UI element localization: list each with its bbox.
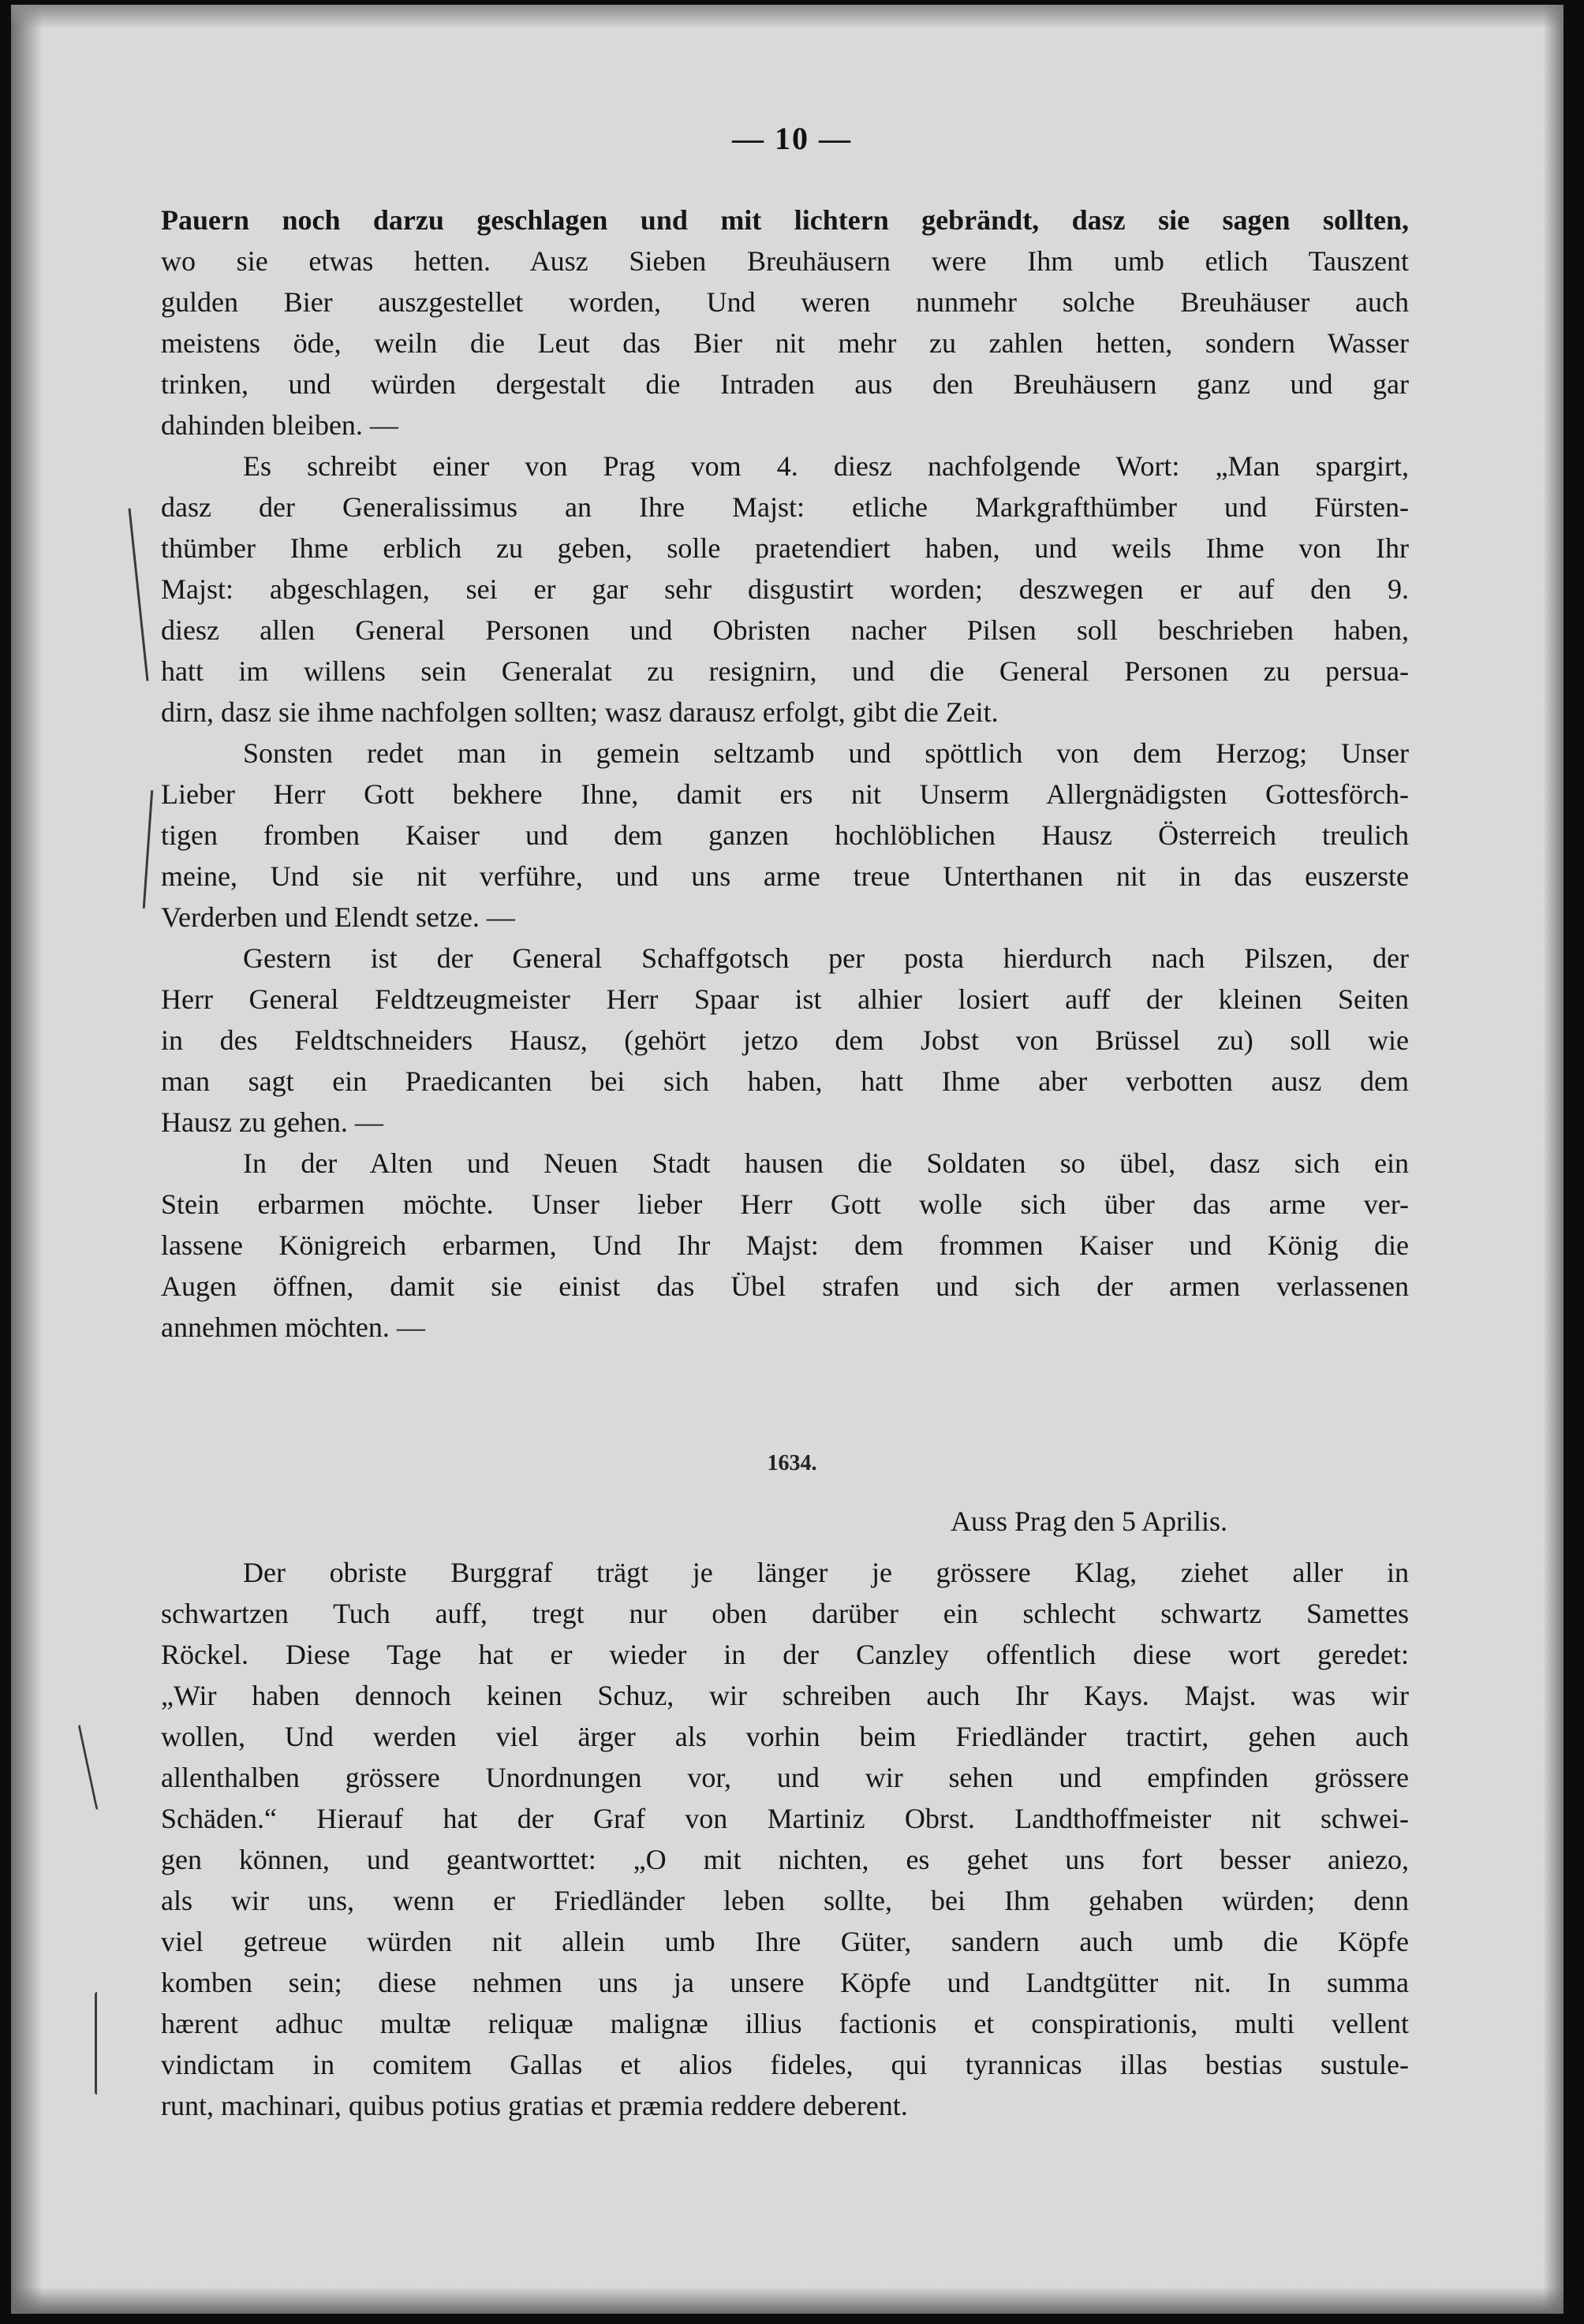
text-line: schwartzen Tuch auff, tregt nur oben darüber ein schlecht schwartz Samettes	[161, 1598, 1409, 1629]
text-line: Gestern ist der General Schaffgotsch per posta hierdurch nach Pilszen, der	[243, 942, 1409, 974]
text-line: meistens öde, weiln die Leut das Bier nit mehr zu zahlen hetten, sondern Wasser	[161, 327, 1409, 359]
text-line: In der Alten und Neuen Stadt hausen die Soldaten so übel, dasz sich ein	[243, 1147, 1409, 1179]
page-edge-shadow-bottom	[11, 2287, 1563, 2314]
text-line: Schäden.“ Hierauf hat der Graf von Martiniz Obrst. Landthoffmeister nit schwei-	[161, 1803, 1409, 1834]
text-line: tigen fromben Kaiser und dem ganzen hochlöblichen Hausz Österreich treulich	[161, 819, 1409, 851]
text-line: hærent adhuc multæ reliquæ malignæ illius factionis et conspirationis, multi vellent	[161, 2008, 1409, 2039]
margin-mark-2	[143, 790, 153, 908]
text-line: runt, machinari, quibus potius gratias et præmia reddere deberent.	[161, 2090, 908, 2121]
text-line: gen können, und geantworttet: „O mit nichten, es gehet uns fort besser aniezo,	[161, 1844, 1409, 1875]
text-line: Hausz zu gehen. —	[161, 1106, 383, 1138]
page-edge-shadow-left	[11, 5, 43, 2314]
text-line: dirn, dasz sie ihme nachfolgen sollten; wasz darausz erfolgt, gibt die Zeit.	[161, 696, 999, 728]
text-line: vindictam in comitem Gallas et alios fideles, qui tyrannicas illas bestias sustule-	[161, 2049, 1409, 2080]
text-line: Der obriste Burggraf trägt je länger je grössere Klag, ziehet aller in	[243, 1557, 1409, 1588]
text-line: Sonsten redet man in gemein seltzamb und spöttlich von dem Herzog; Unser	[243, 737, 1409, 769]
text-line: trinken, und würden dergestalt die Intraden aus den Breuhäusern ganz und gar	[161, 368, 1409, 400]
text-line: viel getreue würden nit allein umb Ihre Güter, sandern auch umb die Köpfe	[161, 1926, 1409, 1957]
text-line: Stein erbarmen möchte. Unser lieber Herr Gott wolle sich über das arme ver-	[161, 1188, 1409, 1220]
text-line: Lieber Herr Gott bekhere Ihne, damit ers nit Unserm Allergnädigsten Gottesförch-	[161, 778, 1409, 810]
text-line: diesz allen General Personen und Obristen nacher Pilsen soll beschrieben haben,	[161, 614, 1409, 646]
text-line: Pauern noch darzu geschlagen und mit lichtern gebrändt, dasz sie sagen sollten,	[161, 204, 1409, 236]
text-line: Verderben und Elendt setze. —	[161, 901, 515, 933]
text-line: Herr General Feldtzeugmeister Herr Spaar ist alhier losiert auff der kleinen Seiten	[161, 983, 1409, 1015]
text-line: lassene Königreich erbarmen, Und Ihr Majst: dem frommen Kaiser und König die	[161, 1229, 1409, 1261]
text-line: wo sie etwas hetten. Ausz Sieben Breuhäusern were Ihm umb etlich Tauszent	[161, 245, 1409, 277]
text-line: gulden Bier auszgestellet worden, Und weren nunmehr solche Breuhäuser auch	[161, 286, 1409, 318]
text-line: wollen, Und werden viel ärger als vorhin beim Friedländer tractirt, gehen auch	[161, 1721, 1409, 1752]
margin-mark-1	[129, 508, 149, 681]
text-line: dahinden bleiben. —	[161, 409, 398, 441]
margin-mark-4	[95, 1992, 97, 2095]
text-line: Röckel. Diese Tage hat er wieder in der Canzley offentlich diese wort geredet:	[161, 1639, 1409, 1670]
page-edge-shadow-top	[11, 5, 1563, 28]
text-line: allenthalben grössere Unordnungen vor, und wir sehen und empfinden grössere	[161, 1762, 1409, 1793]
section-2-text	[161, 1552, 1409, 2126]
page-edge-shadow-right	[1543, 5, 1563, 2314]
text-line: meine, Und sie nit verführe, und uns arme treue Unterthanen nit in das euszerste	[161, 860, 1409, 892]
text-line: man sagt ein Praedicanten bei sich haben, hatt Ihme aber verbotten ausz dem	[161, 1065, 1409, 1097]
text-line: dasz der Generalissimus an Ihre Majst: etliche Markgrafthümber und Fürsten-	[161, 491, 1409, 523]
text-line: „Wir haben dennoch keinen Schuz, wir schreiben auch Ihr Kays. Majst. was wir	[161, 1680, 1409, 1711]
text-line: in des Feldtschneiders Hausz, (gehört jetzo dem Jobst von Brüssel zu) soll wie	[161, 1024, 1409, 1056]
text-line: thümber Ihme erblich zu geben, solle praetendiert haben, und weils Ihme von Ihr	[161, 532, 1409, 564]
margin-mark-3	[78, 1725, 99, 1810]
text-line: Es schreibt einer von Prag vom 4. diesz nachfolgende Wort: „Man spargirt,	[243, 450, 1409, 482]
text-line: komben sein; diese nehmen uns ja unsere Köpfe und Landtgütter nit. In summa	[161, 1967, 1409, 1998]
text-line: als wir uns, wenn er Friedländer leben sollte, bei Ihm gehaben würden; denn	[161, 1885, 1409, 1916]
page-number: — 10 —	[732, 121, 852, 156]
text-line: hatt im willens sein Generalat zu resignirn, und die General Personen zu persua-	[161, 655, 1409, 687]
dateline: Auss Prag den 5 Aprilis.	[951, 1505, 1227, 1537]
section-1-text	[161, 200, 1409, 1348]
text-line: annehmen möchten. —	[161, 1311, 425, 1343]
text-line: Majst: abgeschlagen, sei er gar sehr disgustirt worden; deszwegen er auf den 9.	[161, 573, 1409, 605]
text-line: Augen öffnen, damit sie einist das Übel strafen und sich der armen verlassenen	[161, 1270, 1409, 1302]
year-heading: 1634.	[767, 1451, 817, 1475]
